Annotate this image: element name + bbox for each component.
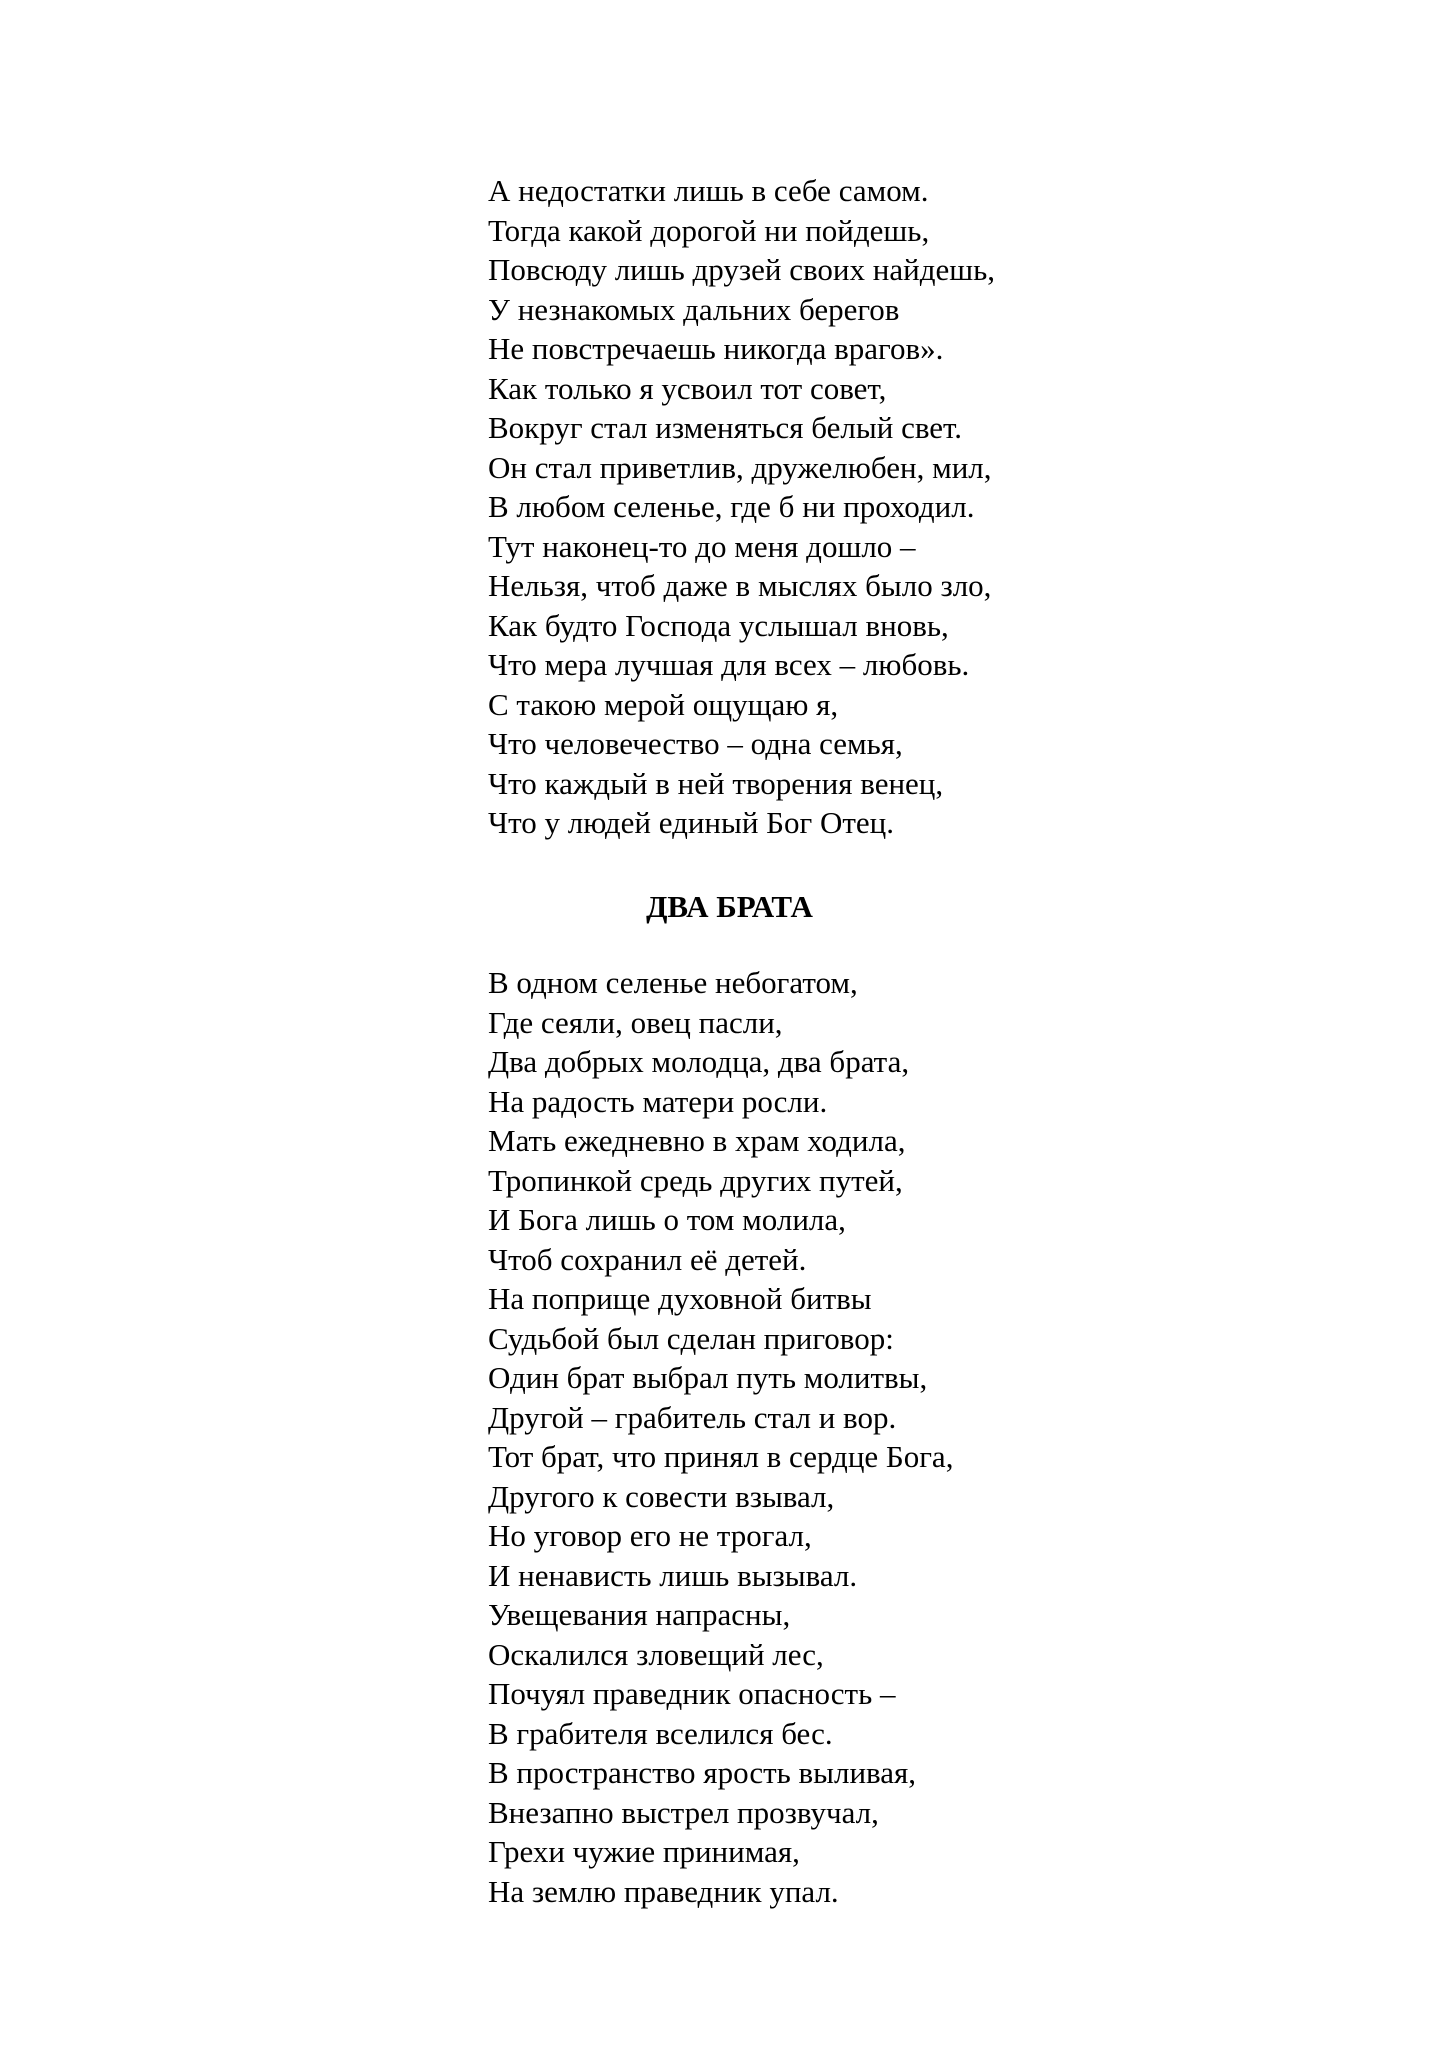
verse-line: И ненависть лишь вызывал. [488,1557,858,1593]
verse-line: С такою мерой ощущаю я, [488,686,839,722]
verse-line: Где сеяли, овец пасли, [488,1004,783,1040]
verse-line: Два добрых молодца, два брата, [488,1044,910,1079]
verse-line: Что мера лучшая для всех – любовь. [488,647,970,682]
verse-line: Тогда какой дорогой ни пойдешь, [488,212,930,248]
verse-line: В любом селенье, где б ни проходил. [488,489,975,524]
verse-line: Чтоб сохранил её детей. [488,1241,807,1277]
verse-line: Тропинкой средь других путей, [488,1162,903,1198]
verse-line: У незнакомых дальних берегов [488,291,900,327]
verse-line: Но уговор его не трогал, [488,1518,812,1553]
poem-continued-stanza [488,171,1308,843]
verse-line: В пространство ярость выливая, [488,1755,917,1790]
verse-line: Он стал приветлив, дружелюбен, мил, [488,449,992,485]
verse-line: На радость матери росли. [488,1083,828,1119]
verse-line: Что каждый в ней творения венец, [488,765,944,801]
verse-line: Другого к совести взывал, [488,1478,835,1514]
verse-line: На землю праведник упал. [488,1873,839,1909]
verse-line: Оскалился зловещий лес, [488,1636,824,1672]
verse-line: Как только я усвоил тот совет, [488,370,887,406]
verse-line: Тот брат, что принял в сердце Бога, [488,1439,954,1474]
verse-line: Другой – грабитель стал и вор. [488,1399,897,1435]
verse-line: А недостатки лишь в себе самом. [488,173,929,208]
verse-line: Увещевания напрасны, [488,1597,791,1632]
verse-line: На поприще духовной битвы [488,1281,872,1316]
verse-line: Нельзя, чтоб даже в мыслях было зло, [488,568,992,603]
verse-line: Вокруг стал изменяться белый свет. [488,410,963,445]
verse-line: И Бога лишь о том молила, [488,1202,846,1237]
verse-line: Мать ежедневно в храм ходила, [488,1123,906,1158]
poem-title: ДВА БРАТА [646,889,813,924]
verse-line: Тут наконец-то до меня дошло – [488,528,916,564]
poem-two-brothers-stanza [488,963,1308,1911]
verse-line: Что человечество – одна семья, [488,726,903,761]
verse-line: Что у людей единый Бог Отец. [488,805,894,840]
verse-line: Внезапно выстрел прозвучал, [488,1794,879,1830]
verse-line: Повсюду лишь друзей своих найдешь, [488,252,995,287]
verse-line: Почуял праведник опасность – [488,1676,896,1711]
verse-line: Не повстречаешь никогда врагов». [488,331,944,366]
verse-line: В одном селенье небогатом, [488,965,858,1000]
verse-line: Один брат выбрал путь молитвы, [488,1360,928,1395]
verse-line: Грехи чужие принимая, [488,1834,800,1869]
verse-line: В грабителя вселился бес. [488,1715,833,1751]
verse-line: Как будто Господа услышал вновь, [488,607,949,643]
verse-line: Судьбой был сделан приговор: [488,1320,894,1356]
